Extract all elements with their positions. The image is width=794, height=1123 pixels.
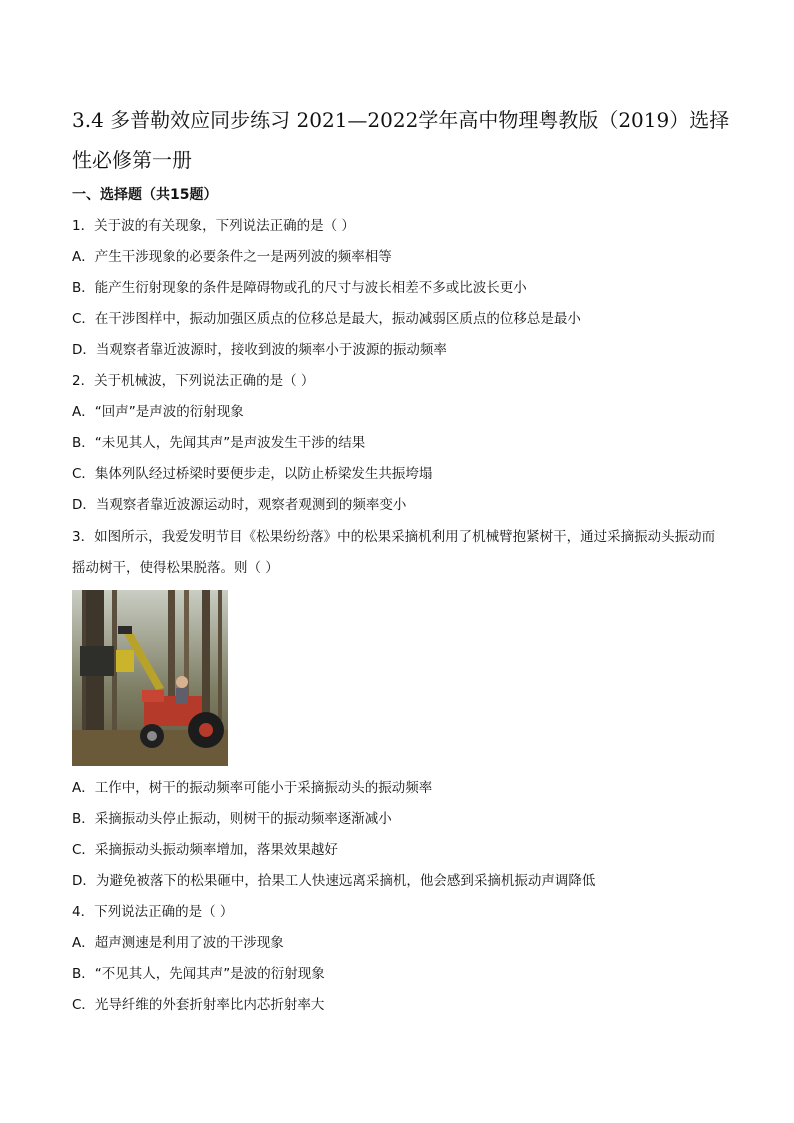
question-4-option-b: B．“不见其人，先闻其声”是波的衍射现象: [72, 966, 325, 982]
question-4-stem: 4．下列说法正确的是（ ）: [72, 904, 234, 920]
question-2-option-c: C．集体列队经过桥梁时要便步走，以防止桥梁发生共振垮塌: [72, 466, 433, 482]
question-3-option-c: C．采摘振动头振动频率增加，落果效果越好: [72, 842, 338, 858]
question-1-option-c: C．在干涉图样中，振动加强区质点的位移总是最大，振动减弱区质点的位移总是最小: [72, 311, 581, 327]
harvester-photo: [72, 590, 228, 766]
question-4-option-c: C．光导纤维的外套折射率比内芯折射率大: [72, 997, 325, 1013]
section-heading: 一、选择题（共15题）: [72, 187, 218, 203]
question-2-option-a: A．“回声”是声波的衍射现象: [72, 404, 244, 420]
question-3-option-b: B．采摘振动头停止振动，则树干的振动频率逐渐减小: [72, 811, 392, 827]
question-3-stem: 3．如图所示，我爱发明节目《松果纷纷落》中的松果采摘机利用了机械臂抱紧树干，通过采摘振动头振动而摇动树干，使得松果脱落。则（ ）: [72, 529, 716, 576]
question-3-option-a: A．工作中，树干的振动频率可能小于采摘振动头的振动频率: [72, 780, 433, 796]
question-1-option-a: A．产生干涉现象的必要条件之一是两列波的频率相等: [72, 249, 392, 265]
question-2-stem: 2．关于机械波，下列说法正确的是（ ）: [72, 373, 315, 389]
question-2-option-b: B．“未见其人，先闻其声”是声波发生干涉的结果: [72, 435, 366, 451]
question-1-stem: 1．关于波的有关现象，下列说法正确的是（ ）: [72, 218, 355, 234]
question-1-option-d: D．当观察者靠近波源时，接收到波的频率小于波源的振动频率: [72, 342, 447, 358]
question-1-option-b: B．能产生衍射现象的条件是障碍物或孔的尺寸与波长相差不多或比波长更小: [72, 280, 527, 296]
question-3-option-d: D．为避免被落下的松果砸中，拾果工人快速远离采摘机，他会感到采摘机振动声调降低: [72, 873, 596, 889]
question-2-option-d: D．当观察者靠近波源运动时，观察者观测到的频率变小: [72, 497, 407, 513]
document-title: 3.4 多普勒效应同步练习 2021—2022学年高中物理粤教版（2019）选择性必修第一册: [72, 108, 730, 172]
question-4-option-a: A．超声测速是利用了波的干涉现象: [72, 935, 284, 951]
